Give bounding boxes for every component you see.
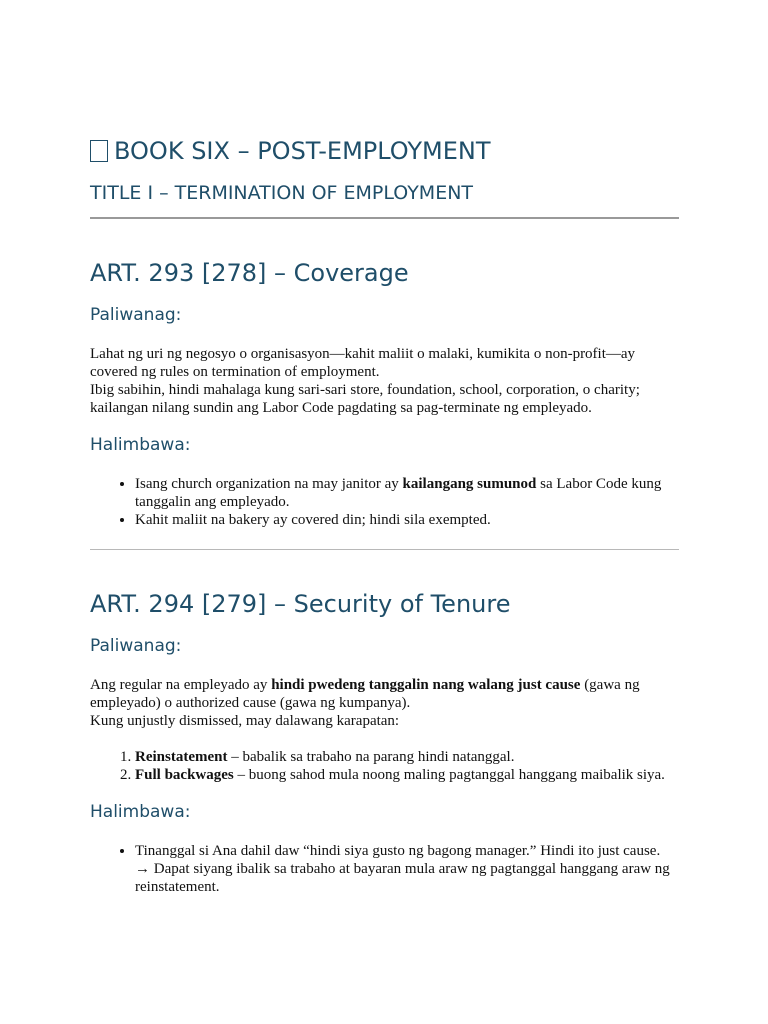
art-293-para-line2: Ibig sabihin, hindi mahalaga kung sari-sari store, foundation, school, corporation, o charity; kailangan nilang sundin ang Labor Code pagdating sa pag-terminate ng empleyado. bbox=[90, 382, 640, 416]
art-294-heading: ART. 294 [279] – Security of Tenure bbox=[90, 590, 511, 618]
example-text: Isang church organization na may janitor ay bbox=[135, 476, 403, 492]
list-item bbox=[135, 842, 679, 896]
missing-glyph-icon bbox=[90, 140, 108, 162]
art-293-paliwanag-label: Paliwanag: bbox=[90, 305, 182, 325]
art-294-examples bbox=[90, 842, 679, 896]
list-item bbox=[135, 475, 679, 511]
art-293-heading: ART. 293 [278] – Coverage bbox=[90, 259, 409, 287]
paragraph-line2: Kung unjustly dismissed, may dalawang karapatan: bbox=[90, 713, 400, 729]
art-294-paragraph bbox=[90, 676, 679, 730]
paragraph-text: (gawa ng empleyado) o authorized cause (gawa ng kumpanya). bbox=[90, 677, 640, 711]
paragraph-bold: hindi pwedeng tanggalin nang walang just cause bbox=[271, 677, 581, 693]
art-293-examples bbox=[90, 475, 679, 529]
art-293-paragraph bbox=[90, 345, 679, 417]
right-name: Full backwages bbox=[135, 767, 234, 783]
list-item bbox=[135, 748, 679, 766]
example-line1: Tinanggal si Ana dahil daw “hindi siya gusto ng bagong manager.” Hindi ito just cause. bbox=[135, 843, 661, 859]
example-text: sa Labor Code kung tanggalin ang empleyado. bbox=[135, 476, 662, 510]
example-line2: → Dapat siyang ibalik sa trabaho at bayaran mula araw ng pagtanggal hanggang araw ng reinstatement. bbox=[135, 861, 670, 895]
book-heading bbox=[90, 134, 679, 168]
right-description: – babalik sa trabaho na parang hindi natanggal. bbox=[227, 749, 515, 765]
title-heading: TITLE I – TERMINATION OF EMPLOYMENT bbox=[90, 182, 474, 204]
section-divider bbox=[90, 549, 679, 550]
section-divider bbox=[90, 217, 679, 219]
right-description: – buong sahod mula noong maling pagtanggal hanggang maibalik siya. bbox=[233, 767, 665, 783]
right-name: Reinstatement bbox=[135, 749, 228, 765]
list-item bbox=[135, 766, 679, 784]
book-title: BOOK SIX – POST-EMPLOYMENT bbox=[114, 137, 491, 165]
example-bold: kailangang sumunod bbox=[402, 476, 537, 492]
art-293-halimbawa-label: Halimbawa: bbox=[90, 435, 191, 455]
list-item: • Kahit maliit na bakery ay covered din; hindi sila exempted. bbox=[135, 511, 679, 529]
art-294-paliwanag-label: Paliwanag: bbox=[90, 636, 182, 656]
document-content bbox=[90, 134, 679, 896]
art-294-halimbawa-label: Halimbawa: bbox=[90, 802, 191, 822]
paragraph-text: Ang regular na empleyado ay bbox=[90, 677, 272, 693]
art-293-para-line1: Lahat ng uri ng negosyo o organisasyon—kahit maliit o malaki, kumikita o non-profit—ay covered ng rules on termination of employment. bbox=[90, 346, 636, 380]
art-294-rights-list bbox=[90, 748, 679, 784]
